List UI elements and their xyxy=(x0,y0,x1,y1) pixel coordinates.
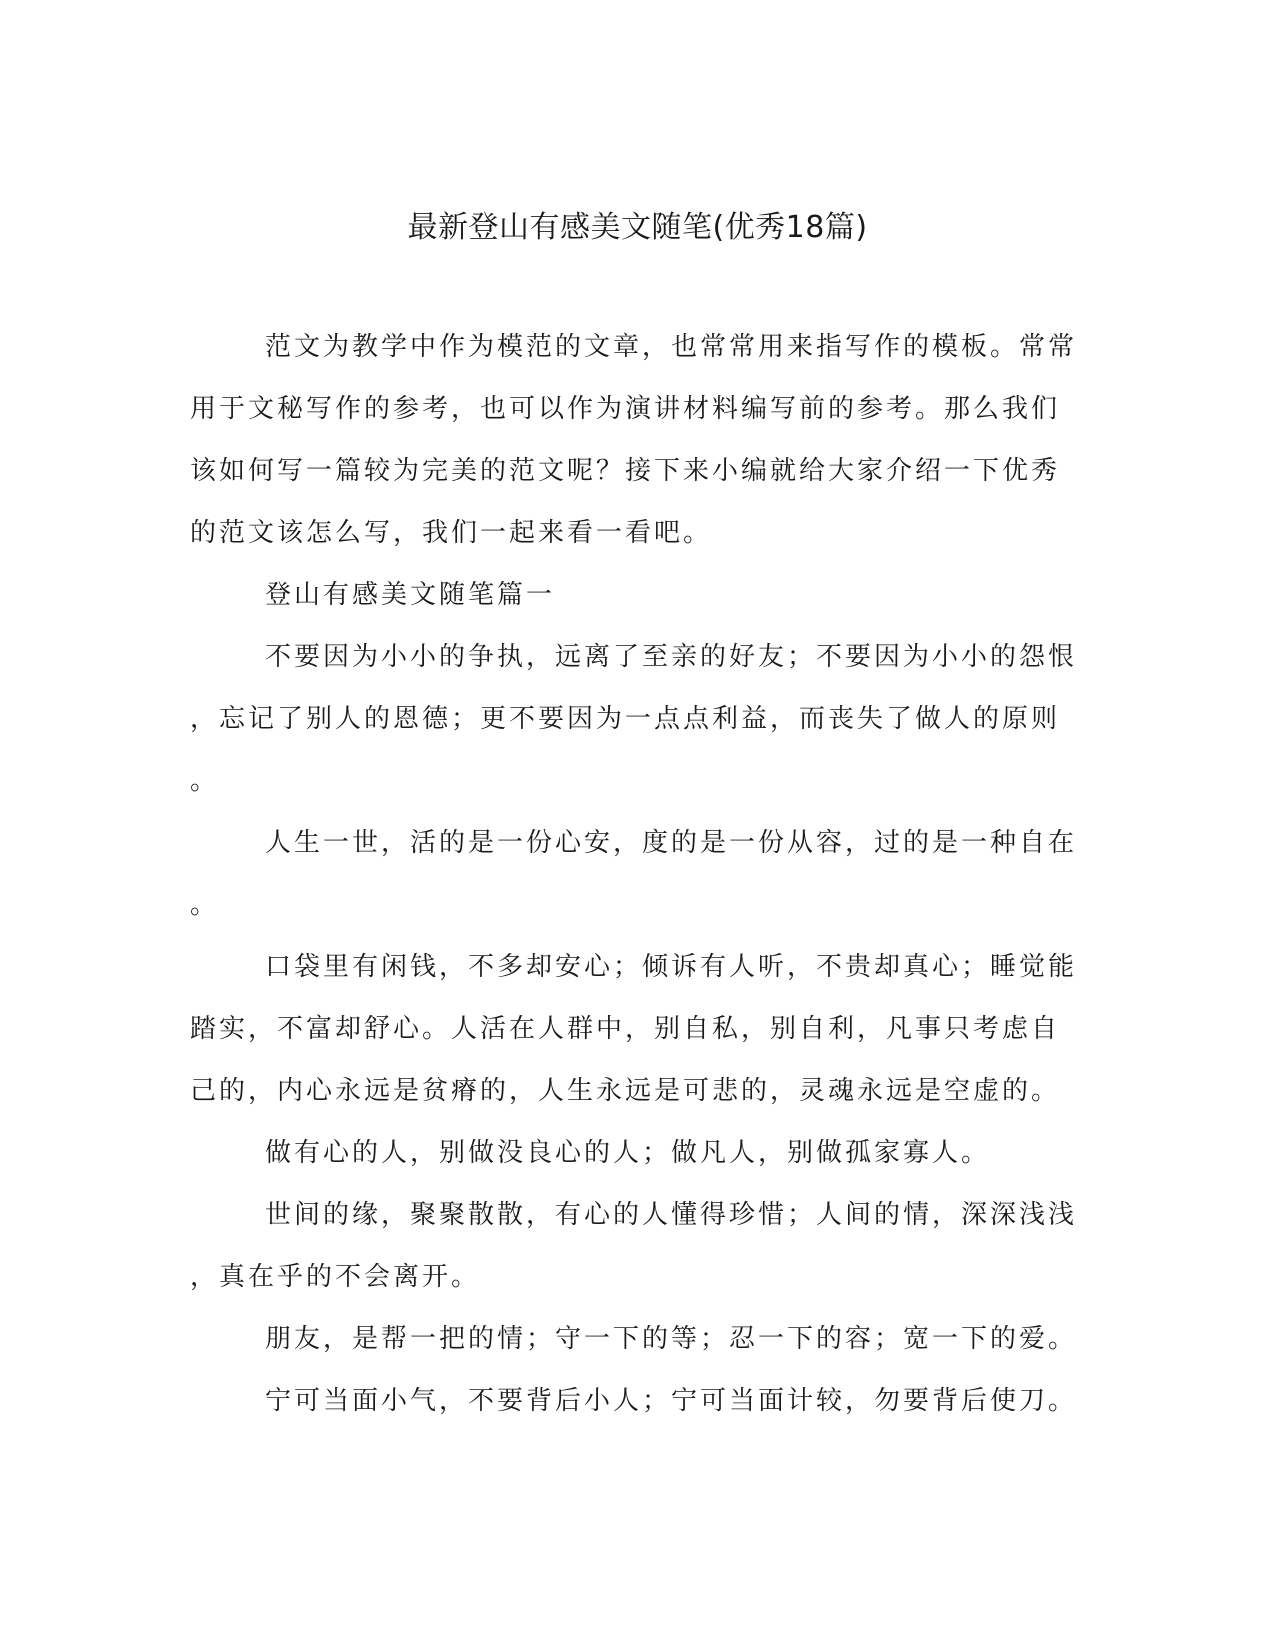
body-line xyxy=(190,1071,1080,1133)
line-text: 人生一世，活的是一份心安，度的是一份从容，过的是一种自在 xyxy=(265,828,1078,858)
document-title: 最新登山有感美文随笔(优秀18篇) xyxy=(407,210,868,245)
line-text: 做有心的人，别做没良心的人；做凡人，别做孤家寡人。 xyxy=(265,1138,991,1168)
line-text: 的范文该怎么写，我们一起来看一看吧。 xyxy=(190,518,713,548)
line-text: ，真在乎的不会离开。 xyxy=(190,1262,481,1292)
line-text: 踏实，不富却舒心。人活在人群中，别自私，别自利，凡事只考虑自 xyxy=(190,1014,1061,1044)
body-line xyxy=(190,823,1080,885)
line-text: 。 xyxy=(190,766,220,796)
body-line xyxy=(190,513,1080,575)
body-line xyxy=(190,1319,1080,1381)
line-text: 朋友，是帮一把的情；守一下的等；忍一下的容；宽一下的爱。 xyxy=(265,1324,1078,1354)
line-text: 宁可当面小气，不要背后小人；宁可当面计较，勿要背后使刀。 xyxy=(265,1386,1078,1416)
line-text: 世间的缘，聚聚散散，有心的人懂得珍惜；人间的情，深深浅浅 xyxy=(265,1200,1078,1230)
body-line xyxy=(190,947,1080,1009)
body-line xyxy=(190,389,1080,451)
body-line xyxy=(190,637,1080,699)
body-line xyxy=(190,1381,1080,1443)
line-text: 范文为教学中作为模范的文章，也常常用来指写作的模板。常常 xyxy=(265,332,1078,362)
section-heading xyxy=(190,575,1080,637)
line-text: 该如何写一篇较为完美的范文呢？接下来小编就给大家介绍一下优秀 xyxy=(190,456,1061,486)
line-text: 己的，内心永远是贫瘠的，人生永远是可悲的，灵魂永远是空虚的。 xyxy=(190,1076,1061,1106)
body-line xyxy=(190,885,1080,947)
body-line xyxy=(190,1009,1080,1071)
body-line xyxy=(190,1133,1080,1195)
body-line xyxy=(190,1195,1080,1257)
body-line xyxy=(190,327,1080,389)
line-text: 用于文秘写作的参考，也可以作为演讲材料编写前的参考。那么我们 xyxy=(190,394,1061,424)
line-text: 登山有感美文随笔篇一 xyxy=(265,580,556,610)
body-line xyxy=(190,1257,1080,1319)
line-text: 口袋里有闲钱，不多却安心；倾诉有人听，不贵却真心；睡觉能 xyxy=(265,952,1078,982)
body-line xyxy=(190,451,1080,513)
body-line xyxy=(190,761,1080,823)
line-text: 不要因为小小的争执，远离了至亲的好友；不要因为小小的怨恨 xyxy=(265,642,1078,672)
line-text: ，忘记了别人的恩德；更不要因为一点点利益，而丧失了做人的原则 xyxy=(190,704,1061,734)
body-line xyxy=(190,699,1080,761)
document-body xyxy=(190,327,1080,1443)
line-text: 。 xyxy=(190,890,220,920)
